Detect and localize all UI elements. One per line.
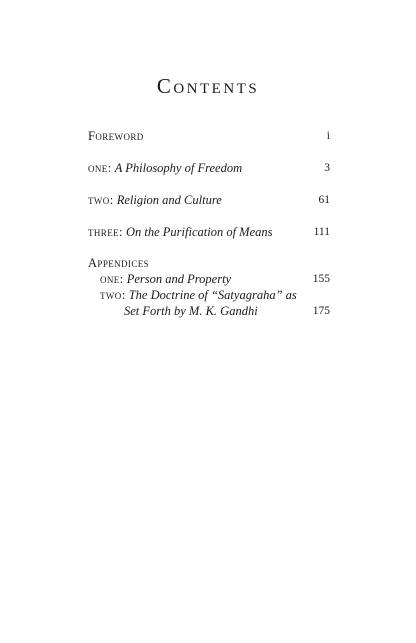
page-number: 155 — [312, 273, 330, 285]
entry-title-continued: Set Forth by M. K. Gandhi — [124, 304, 258, 318]
entry-title: Person and Property — [126, 272, 232, 286]
page-number: i — [326, 130, 330, 142]
entry-title: A Philosophy of Freedom — [114, 161, 243, 175]
entry-title: Religion and Culture — [116, 193, 222, 207]
toc-entry-appendix-two[interactable] — [100, 287, 330, 303]
toc-entry-three[interactable] — [88, 224, 330, 240]
toc-entry-foreword[interactable] — [88, 128, 330, 144]
toc-entry-two[interactable] — [88, 192, 330, 208]
toc-entry-one[interactable] — [88, 160, 330, 176]
entry-number: one: — [88, 161, 112, 175]
toc-entry-appendix-one[interactable] — [100, 271, 330, 287]
page-number: 3 — [324, 162, 330, 174]
entry-label: Foreword — [88, 129, 144, 143]
entry-title: On the Purification of Means — [126, 225, 273, 239]
page-title: Contents — [156, 74, 260, 98]
entry-number: three: — [88, 225, 123, 239]
toc-entry-appendix-two-continued[interactable] — [124, 303, 330, 319]
entry-number: one: — [100, 272, 124, 286]
appendices-heading — [88, 255, 330, 271]
page-number: 61 — [318, 194, 330, 206]
entry-title: The Doctrine of “Satyagraha” as — [128, 288, 297, 302]
appendices-label: Appendices — [88, 256, 150, 270]
entry-number: two: — [88, 193, 114, 207]
page-number: 175 — [312, 305, 330, 317]
entry-number: two: — [100, 288, 126, 302]
page-number: 111 — [313, 226, 330, 238]
